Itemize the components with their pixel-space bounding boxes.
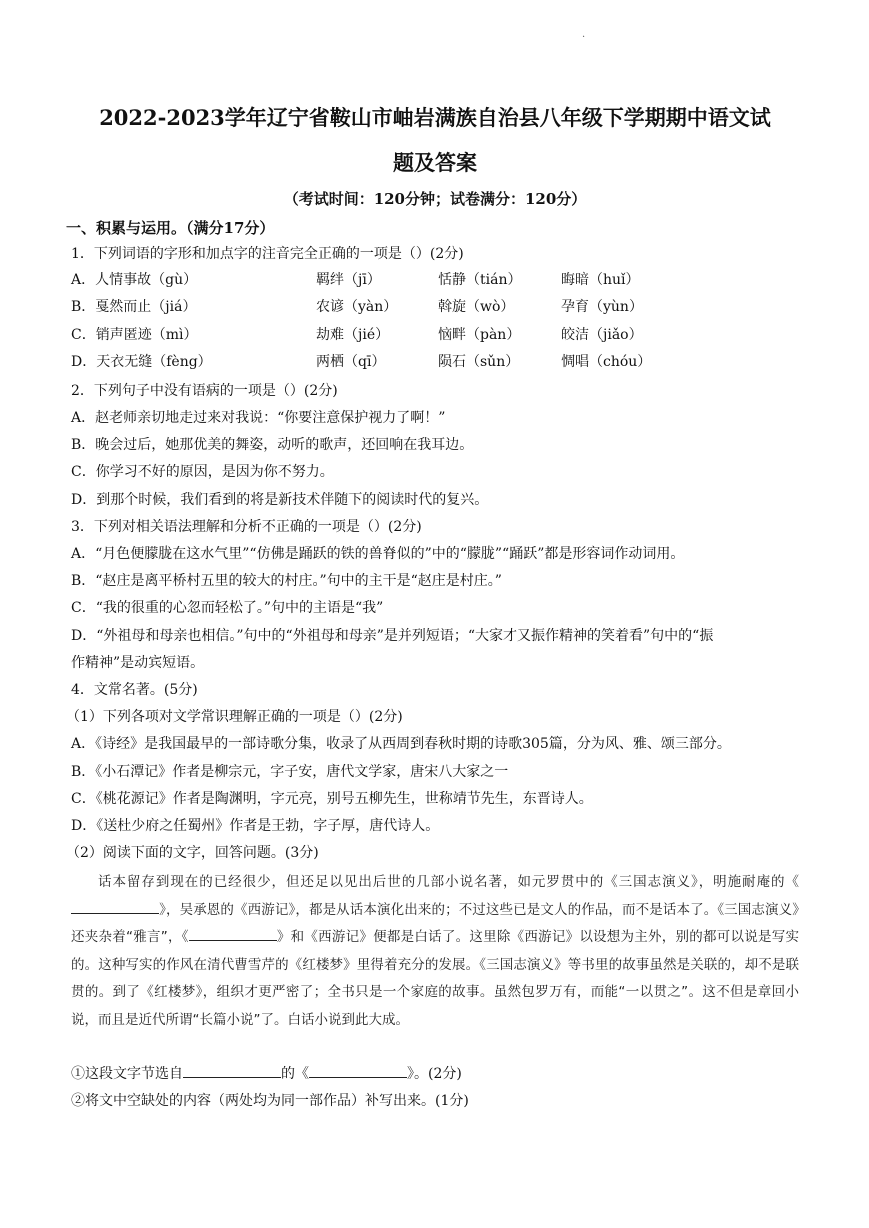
- q3-option-d: D．“外祖母和母亲也相信。”句中的“外祖母和母亲”是并列短语；“大家才又振作精神的笑着看”句中的“振: [71, 628, 714, 644]
- q1-c-word2: 劫难（jié）: [316, 327, 390, 343]
- q1-b-word1: B．戛然而止（jiá）: [71, 299, 197, 315]
- q3-option-d-cont: 作精神”是动宾短语。: [71, 655, 205, 671]
- top-dot-mark: ·: [582, 32, 586, 43]
- q4-question-b: ②将文中空缺处的内容（两处均为同一部作品）补写出来。(1分): [71, 1093, 469, 1109]
- q1-option-row-b: [71, 296, 811, 318]
- q4-question-a-suffix: 》。(2分): [407, 1066, 462, 1082]
- q1-a-word2: 羁绊（jī）: [316, 272, 381, 288]
- q2-option-d: D．到那个时候，我们看到的将是新技术伴随下的阅读时代的复兴。: [71, 492, 489, 508]
- passage-part2: 》，吴承恩的《西游记》，都是从话本演化出来的；不过这些已是文人的作品，而不是话本了。《三国志演义》还夹杂着“雅言”，《: [71, 901, 799, 945]
- q4-question-a-prefix: ①这段文字节选自: [71, 1066, 183, 1082]
- q4-option-d: D．《送杜少府之任蜀州》作者是王勃，字子厚，唐代诗人。: [71, 818, 440, 834]
- q2-option-b: B．晚会过后，她那优美的舞姿，动听的歌声，还回响在我耳边。: [71, 437, 474, 453]
- q1-a-word1: A．人情事故（gù）: [71, 272, 198, 288]
- q4-sub2-stem: （2）阅读下面的文字，回答问题。(3分): [66, 845, 319, 861]
- q2-option-c: C．你学习不好的原因，是因为你不努力。: [71, 464, 334, 480]
- passage-blank-1[interactable]: [71, 899, 159, 914]
- q1-option-row-c: [71, 324, 811, 346]
- reading-passage: [71, 869, 799, 1034]
- q1-c-word1: C．销声匿迹（mì）: [71, 327, 198, 343]
- q3-option-a: A．“月色便朦胧在这水气里”“仿佛是踊跃的铁的兽脊似的”中的“朦胧”“踊跃”都是形容词作动词用。: [71, 546, 685, 562]
- question-2-stem: 2．下列句子中没有语病的一项是（）(2分): [71, 383, 338, 399]
- passage-blank-2[interactable]: [189, 926, 277, 941]
- q1-option-row-d: [71, 351, 811, 373]
- question-3-stem: 3．下列对相关语法理解和分析不正确的一项是（）(2分): [71, 519, 422, 535]
- q1-b-word4: 孕育（yùn）: [561, 299, 643, 315]
- question-4-stem: 4．文常名著。(5分): [71, 682, 198, 698]
- q4-option-a: A．《诗经》是我国最早的一部诗歌分集，收录了从西周到春秋时期的诗歌305篇，分为风、雅、颂三部分。: [71, 736, 731, 752]
- q1-c-word3: 恼畔（pàn）: [438, 327, 521, 343]
- page-title-line1: 2022-2023学年辽宁省鞍山市岫岩满族自治县八年级下学期期中语文试: [99, 105, 771, 130]
- q1-d-word3: 陨石（sǔn）: [438, 354, 520, 370]
- q1-option-row-a: [71, 269, 811, 291]
- q1-d-word1: D．天衣无缝（fèng）: [71, 354, 212, 370]
- q3-option-b: B．“赵庄是离平桥村五里的较大的村庄。”句中的主干是“赵庄是村庄。”: [71, 573, 502, 589]
- q2-option-a: A．赵老师亲切地走过来对我说：“你要注意保护视力了啊！”: [71, 410, 446, 426]
- page-title-line2: 题及答案: [393, 150, 477, 175]
- q4-question-a: [71, 1063, 811, 1085]
- q1-c-word4: 皎洁（jiǎo）: [561, 327, 643, 343]
- q1-a-word3: 恬静（tián）: [438, 272, 522, 288]
- q4-option-b: B．《小石潭记》作者是柳宗元，字子安，唐代文学家，唐宋八大家之一: [71, 764, 509, 780]
- q1-b-word2: 农谚（yàn）: [316, 299, 398, 315]
- question-1-stem: 1．下列词语的字形和加点字的注音完全正确的一项是（）(2分): [71, 246, 464, 262]
- section-heading: 一、积累与运用。（满分17分）: [66, 219, 275, 237]
- q1-d-word4: 惆唱（chóu）: [561, 354, 652, 370]
- q4-sub1-stem: （1）下列各项对文学常识理解正确的一项是（）(2分): [66, 709, 403, 725]
- passage-part3: 》和《西游记》便都是白话了。这里除《西游记》以设想为主外，别的都可以说是写实的。这种写实的作风在清代曹雪芹的《红楼梦》里得着充分的发展。《三国志演义》等书里的故事虽然是关联的，却不是联贯的。到了《红楼梦》，组织才更严密了；全书只是一个家庭的故事。虽然包罗万有，而能“一以贯之”。这不但是章回小说，而且是近代所谓“长篇小说”了。白话小说到此大成。: [71, 929, 799, 1028]
- q1-b-word3: 斡旋（wò）: [438, 299, 515, 315]
- q4-option-c: C．《桃花源记》作者是陶渊明，字元亮，别号五柳先生，世称靖节先生，东晋诗人。: [71, 791, 593, 807]
- q4-question-a-mid: 的《: [281, 1066, 309, 1082]
- q1-d-word2: 两栖（qī）: [316, 354, 386, 370]
- passage-part1: 话本留存到现在的已经很少，但还足以见出后世的几部小说名著，如元罗贯中的《三国志演义》，明施耐庵的《: [98, 874, 799, 890]
- q1-a-word4: 晦暗（huǐ）: [561, 272, 640, 288]
- q3-option-c: C．“我的很重的心忽而轻松了。”句中的主语是“我”: [71, 600, 384, 616]
- exam-info: （考试时间：120分钟；试卷满分：120分）: [283, 190, 587, 208]
- answer-blank-author[interactable]: [183, 1063, 281, 1078]
- answer-blank-work[interactable]: [309, 1063, 407, 1078]
